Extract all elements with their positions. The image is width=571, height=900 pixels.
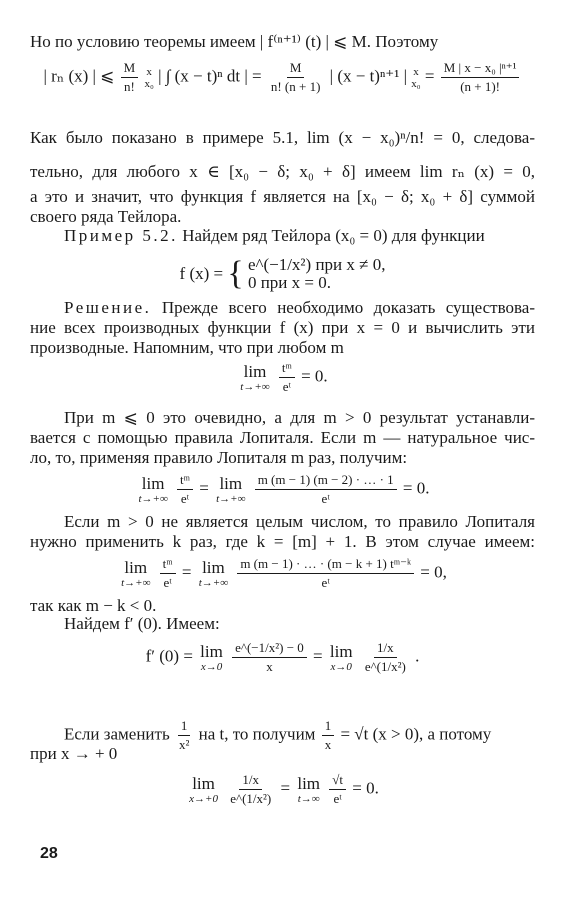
evaluation-limits: x x₀ (411, 65, 421, 90)
formula-lopital-k: lim t→+∞ $\frac{\text{tᵐ}}{\text{eᵗ}}$ = lim t→+∞ $\frac{\text{m (m − 1) · … · (m − k + 1) tᵐ⁻ᵏ}}{\text{eᵗ}}$ = 0, (121, 556, 447, 590)
formula-limit: lim t→+∞ $\frac{\text{tᵐ}}{\text{eᵗ}}$ = 0. (240, 360, 328, 394)
inline-fraction: $\frac{1}{x}$ (322, 718, 335, 753)
formula-piecewise: f (x) = { e^(−1/x²) при x ≠ 0, 0 при x = 0. (179, 255, 386, 292)
text-line: При m ⩽ 0 это очевидно, а для m > 0 результат устанавли- (64, 408, 535, 427)
formula-lopital: lim t→+∞ $\frac{\text{tᵐ}}{\text{eᵗ}}$ = lim t→+∞ $\frac{m (m - 1) (m - 2) \cdot \dots \cdot 1}{\text{eᵗ}}$ = 0. (138, 472, 430, 506)
text-line: Но по условию теоремы имеем | f⁽ⁿ⁺¹⁾ (t) | ⩽ M. Поэтому (30, 32, 439, 51)
page-number: 28 (40, 845, 58, 862)
integral-limits: x x₀ (144, 65, 154, 90)
text-line: Найдем f′ (0). Имеем: (64, 614, 220, 633)
text-line: а это и значит, что функция f является на [x₀ − δ; x₀ + δ] суммой (30, 187, 535, 206)
text-line: при x → + 0 (30, 744, 118, 763)
text-line: Если m > 0 не является целым числом, то правило Лопиталя (64, 512, 535, 531)
inline-fraction: $\frac{1}{\text{x²}}$ (178, 718, 190, 752)
text-line: ние всех производных функции f (x) при x = 0 и вычислить эти (30, 318, 535, 337)
example-heading: Пример 5.2. (64, 226, 178, 245)
text-line: Как было показано в примере 5.1, lim (x − x₀)ⁿ/n! = 0, следова- (30, 128, 535, 147)
solution-heading: Решение. (64, 298, 152, 317)
text-line: нужно применить k раз, где k = [m] + 1. В этом случае имеем: (30, 532, 535, 551)
fraction: $\frac{M}{n! (n + 1)}$ (270, 60, 321, 94)
formula-remainder-estimate: | rₙ (x) | ⩽ $\frac{M}{n!}$ x x₀ | ∫ (x − t)ⁿ dt | = $\frac{M}{n! (n + 1)}$ | (x − t)ⁿ⁺¹ | x x₀ = $\frac{\text{M | x − x₀ |ⁿ⁺¹}}{(n + 1)!}$ (30, 60, 535, 95)
text-line: Решение. Прежде всего необходимо доказать существова- (64, 298, 536, 317)
text-line: тельно, для любого x ∈ [x₀ − δ; x₀ + δ] имеем lim rₙ (x) = 0, (30, 162, 535, 181)
text-line: ло, то, применяя правило Лопиталя m раз, получим: (30, 448, 408, 467)
fraction: $\frac{M}{n!}$ (121, 60, 139, 95)
formula-derivative: f′ (0) = lim x→0 $\frac{\text{e\textasciicircum{}(−1/x²) − 0}}{x}$ = lim x→0 $\frac{1/x}{\text{e\textasciicircum{}(1/x²)}}$ . (145, 640, 420, 674)
left-brace: { (227, 255, 244, 292)
formula-final-limit: lim x→+0 $\frac{1/x}{\text{e\textasciicircum{}(1/x²)}}$ = lim t→∞ $\frac{√t}{\text{eᵗ}}$ = 0. (189, 772, 379, 806)
text-line: вается с помощью правила Лопиталя. Если m — натуральное чис- (30, 428, 535, 447)
text-line: Если заменить $\frac{1}{\text{x²}}$ на t, то получим $\frac{1}{x}$ = √t (x > 0), а потому (64, 718, 492, 752)
text-line: своего ряда Тейлора. (30, 207, 182, 226)
text-line: производные. Напомним, что при любом m (30, 338, 344, 357)
text-line: так как m − k < 0. (30, 596, 157, 615)
fraction: $\frac{\text{M | x − x₀ |ⁿ⁺¹}}{(n + 1)!}$ (441, 60, 520, 95)
text-line: Пример 5.2. Найдем ряд Тейлора (x₀ = 0) для функции (64, 226, 485, 245)
